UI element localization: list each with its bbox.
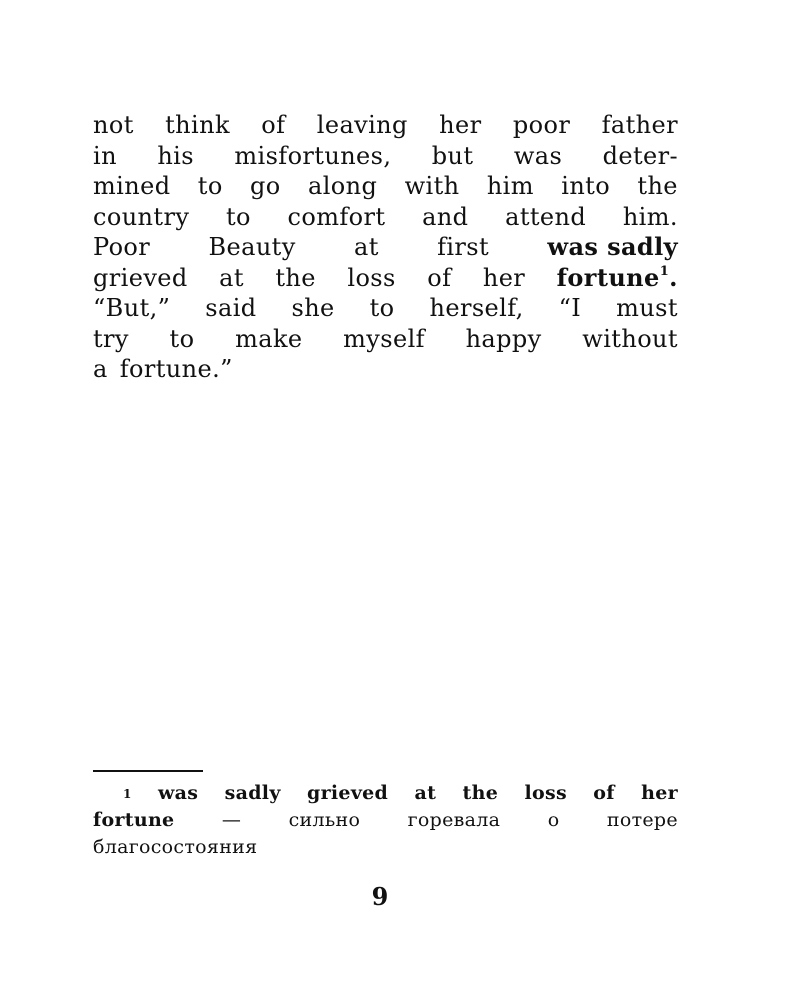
word: not bbox=[93, 111, 134, 139]
word: her bbox=[439, 111, 482, 139]
word: “I bbox=[558, 294, 582, 322]
word: fortune.” bbox=[119, 355, 233, 383]
word: Poor bbox=[93, 233, 151, 261]
word: at bbox=[219, 263, 244, 292]
text-line bbox=[93, 263, 678, 294]
word: of bbox=[261, 111, 286, 139]
word: her bbox=[482, 263, 526, 292]
word: grieved bbox=[93, 263, 188, 292]
footnote-line bbox=[93, 834, 678, 861]
word: him bbox=[486, 172, 534, 200]
text-line bbox=[93, 354, 678, 385]
text-line bbox=[93, 171, 678, 202]
word: to bbox=[197, 172, 223, 200]
text-line bbox=[93, 110, 678, 141]
footnote-word: — bbox=[221, 809, 242, 831]
footnote-word: was bbox=[158, 782, 199, 804]
word: think bbox=[165, 111, 230, 139]
footnote-word: сильно bbox=[288, 809, 361, 831]
footnote-divider bbox=[93, 770, 203, 772]
footnote-term-end: fortune bbox=[93, 809, 175, 831]
word: a bbox=[93, 355, 108, 383]
word: was bbox=[513, 141, 563, 170]
word: along bbox=[307, 172, 378, 200]
word: loss bbox=[347, 263, 396, 292]
footnote bbox=[93, 780, 678, 861]
footnote-word: о bbox=[547, 809, 560, 831]
footnote-translation-end: благосостояния bbox=[93, 836, 258, 858]
word: mined bbox=[93, 172, 171, 200]
footnote-word: at bbox=[414, 782, 437, 804]
word: poor bbox=[512, 111, 571, 139]
word: attend bbox=[505, 202, 587, 231]
bold-phrase-end bbox=[557, 263, 678, 294]
word: myself bbox=[343, 324, 425, 353]
word: him. bbox=[622, 202, 678, 231]
word: his bbox=[157, 141, 194, 170]
footnote-word: of bbox=[593, 782, 615, 804]
word: make bbox=[235, 324, 303, 353]
word: “But,” bbox=[93, 294, 171, 322]
word: to bbox=[169, 324, 195, 353]
text-line bbox=[93, 202, 678, 233]
punctuation: . bbox=[669, 262, 678, 292]
word: leaving bbox=[316, 111, 408, 139]
word: she bbox=[291, 294, 335, 322]
word: misfortunes, bbox=[234, 141, 392, 170]
footnote-word: her bbox=[641, 782, 678, 804]
bold-word: fortune bbox=[556, 262, 660, 292]
bold-phrase: was sadly bbox=[547, 232, 678, 261]
word: of bbox=[427, 263, 452, 292]
word: must bbox=[616, 294, 678, 322]
word: comfort bbox=[287, 202, 386, 231]
footnote-line bbox=[93, 807, 678, 834]
text-line bbox=[93, 141, 678, 172]
text-line bbox=[93, 293, 678, 324]
word: herself, bbox=[429, 294, 524, 322]
text-line bbox=[93, 324, 678, 355]
footnote-word: the bbox=[462, 782, 499, 804]
word: said bbox=[205, 294, 257, 322]
word: the bbox=[275, 263, 316, 292]
word: in bbox=[93, 141, 117, 170]
word: try bbox=[93, 324, 129, 353]
footnote-marker: 1 bbox=[123, 787, 132, 801]
word: and bbox=[422, 202, 469, 231]
word: Beauty bbox=[208, 233, 296, 261]
word: to bbox=[369, 294, 395, 322]
word: go bbox=[250, 172, 281, 200]
word: country bbox=[93, 202, 190, 231]
page-number: 9 bbox=[371, 882, 389, 911]
word: into bbox=[561, 172, 611, 200]
word: but bbox=[431, 141, 474, 170]
word: without bbox=[582, 324, 678, 353]
footnote-word: sadly bbox=[224, 782, 281, 804]
footnote-word: горевала bbox=[407, 809, 501, 831]
word: father bbox=[601, 111, 678, 139]
footnote-reference: 1 bbox=[659, 263, 670, 279]
text-line bbox=[93, 232, 678, 263]
word: at bbox=[354, 233, 379, 261]
body-text bbox=[93, 110, 678, 385]
word: to bbox=[225, 202, 251, 231]
word: deter- bbox=[602, 141, 678, 170]
word: happy bbox=[465, 324, 542, 353]
word: the bbox=[637, 172, 678, 200]
footnote-word: потере bbox=[606, 809, 678, 831]
word: with bbox=[404, 172, 460, 200]
word: first bbox=[437, 233, 490, 261]
footnote-word: grieved bbox=[307, 782, 389, 804]
footnote-line bbox=[93, 780, 678, 807]
footnote-word: loss bbox=[524, 782, 567, 804]
